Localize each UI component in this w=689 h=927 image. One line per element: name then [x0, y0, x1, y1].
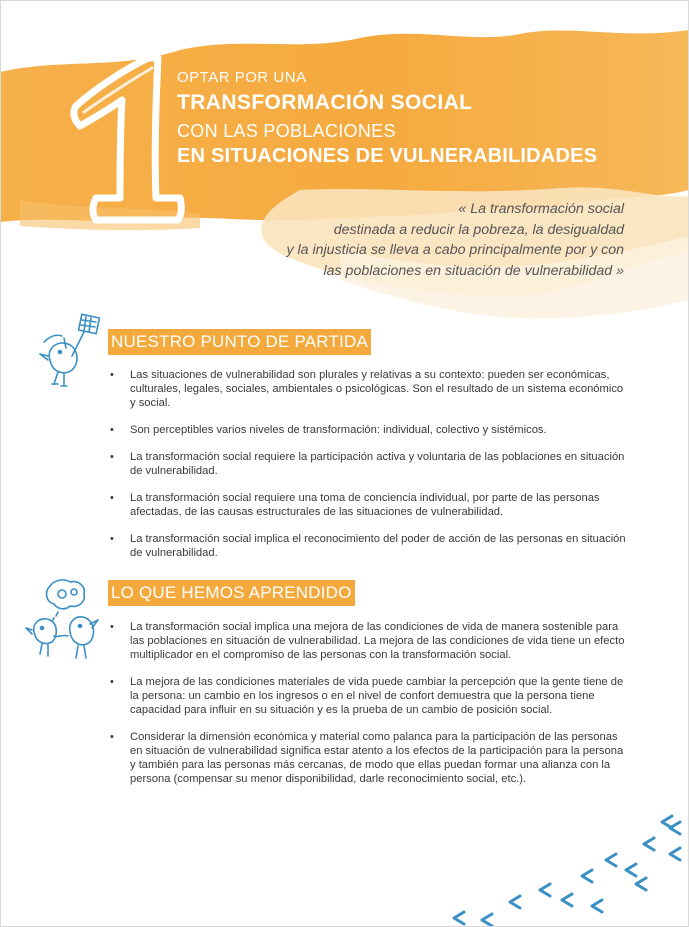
list-item: • Considerar la dimensión económica y material como palanca para la participación de las personas en situación de vulnerabilidad significa estar atento a los efectos de la participación para la persona y también para las personas más cercanas, de modo que ellas puedan formar una alianza con la persona (compensar su menor disponibilidad, darle reconocimiento social, etc.). — [110, 730, 630, 786]
list-item: • La transformación social requiere una toma de conciencia individual, por parte de las personas afectadas, de las causas estructurales de las situaciones de vulnerabilidad. — [110, 491, 630, 519]
intro-quote — [200, 199, 624, 281]
title-line-1: OPTAR POR UNA — [177, 69, 307, 86]
starting-point-list — [110, 368, 630, 573]
section-title-lessons-learned: LO QUE HEMOS APRENDIDO — [108, 580, 355, 606]
lessons-learned-list — [110, 620, 630, 799]
birds-thinking-icon — [24, 574, 106, 664]
list-item: • La mejora de las condiciones materiales de vida puede cambiar la percepción que la gente tiene de la persona: un cambio en los ingresos o en el nivel de confort demuestra que la persona tiene capacidad para influir en su situación y es la prueba de un cambio de posición social. — [110, 675, 630, 717]
list-item: • La transformación social implica una mejora de las condiciones de vida de manera sostenible para las poblaciones en situación de vulnerabilidad. La mejora de las condiciones de vida tiene un efecto multiplicador en el compromiso de las personas con la transformación social. — [110, 620, 630, 662]
number-one-graphic — [56, 48, 186, 228]
quote-line-2: destinada a reducir la pobreza, la desigualdad — [333, 221, 624, 238]
title-line-3: CON LAS POBLACIONES — [177, 121, 396, 141]
list-item: • La transformación social implica el reconocimiento del poder de acción de las personas en situación de vulnerabilidad. — [110, 532, 630, 560]
page-title — [177, 68, 677, 169]
bird-flag-icon — [36, 312, 106, 392]
arrow-trail-icon — [440, 800, 689, 927]
title-line-2: TRANSFORMACIÓN SOCIAL — [177, 91, 473, 114]
title-line-4: EN SITUACIONES DE VULNERABILIDADES — [177, 145, 598, 167]
list-item: • La transformación social requiere la participación activa y voluntaria de las poblaciones en situación de vulnerabilidad. — [110, 450, 630, 478]
quote-line-4: las poblaciones en situación de vulnerabilidad » — [323, 262, 624, 279]
section-title-starting-point: NUESTRO PUNTO DE PARTIDA — [108, 329, 371, 355]
list-item: • Son perceptibles varios niveles de transformación: individual, colectivo y sistémicos. — [110, 423, 630, 437]
list-item: • Las situaciones de vulnerabilidad son plurales y relativas a su contexto: pueden ser económicas, culturales, legales, sociales, ambientales o psicológicas. Son el resultado de un sistema económico y social. — [110, 368, 630, 410]
quote-line-3: y la injusticia se lleva a cabo principalmente por y con — [286, 242, 624, 258]
quote-line-1: « La transformación social — [458, 201, 624, 217]
